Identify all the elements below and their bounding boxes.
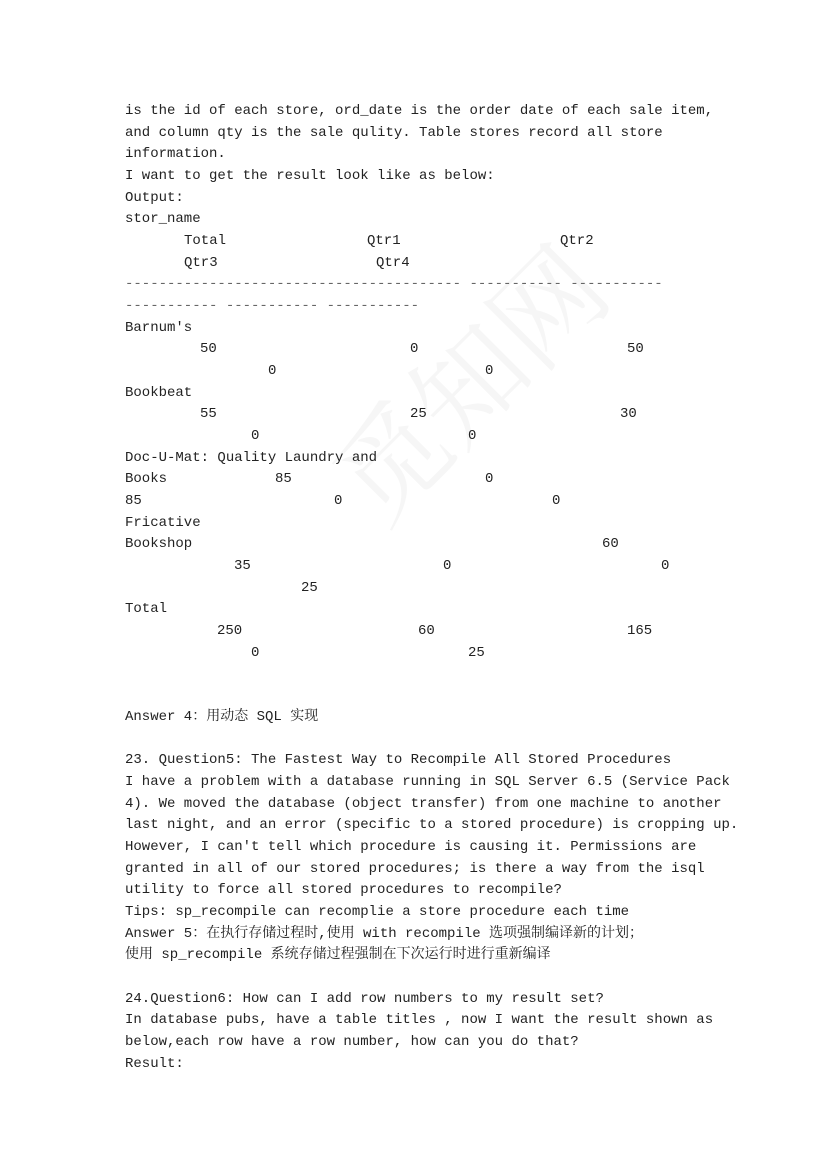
cell-total: 85 — [275, 471, 292, 487]
cell-qtr3: 0 — [661, 558, 670, 574]
table-row — [0, 534, 619, 555]
text: 4). We moved the database (object transfer) from one machine to another — [125, 796, 722, 812]
store-name: Fricative — [125, 515, 201, 531]
table-row — [0, 426, 477, 447]
cell-qtr1: 0 — [410, 341, 419, 357]
text: Result: — [125, 1056, 184, 1072]
table-row — [0, 643, 485, 664]
header-qtr1: Qtr1 — [367, 233, 401, 249]
text: granted in all of our stored procedures; is there a way from the isql — [125, 861, 705, 877]
table-row — [0, 578, 318, 599]
text: I want to get the result look like as below: — [125, 168, 495, 184]
store-name: Bookshop — [125, 536, 193, 552]
text: 23. Question5: The Fastest Way to Recompile All Stored Procedures — [125, 752, 672, 768]
text: Tips: sp_recompile can recomplie a store procedure each time — [125, 904, 630, 920]
text: 使用 sp_recompile 系统存储过程强制在下次运行时进行重新编译 — [125, 947, 551, 963]
header-qtr3: Qtr3 — [184, 255, 218, 271]
text: I have a problem with a database running in SQL Server 6.5 (Service Pack — [125, 774, 730, 790]
text: Answer 5：在执行存储过程时,使用 with recompile 选项强制编译新的计划； — [125, 926, 644, 942]
table-row — [0, 339, 644, 360]
store-name: Barnum's — [125, 320, 193, 336]
text: last night, and an error (specific to a stored procedure) is cropping up. — [125, 817, 739, 833]
text: is the id of each store, ord_date is the order date of each sale item, — [125, 103, 714, 119]
text: information. — [125, 146, 226, 162]
cell-qtr3: 0 — [268, 363, 277, 379]
cell-qtr2: 85 — [125, 493, 142, 509]
dash-line: ---------------------------------------- ----------- ----------- — [125, 276, 663, 292]
store-name: Books — [125, 471, 168, 487]
cell-total: 250 — [217, 623, 243, 639]
store-name: Total — [125, 601, 168, 617]
table-row — [0, 469, 494, 490]
text: Output: — [125, 190, 184, 206]
cell-qtr2: 0 — [443, 558, 452, 574]
header-total: Total — [184, 233, 227, 249]
cell-qtr1: 25 — [410, 406, 427, 422]
cell-qtr2: 165 — [627, 623, 653, 639]
cell-total: 50 — [200, 341, 217, 357]
cell-qtr3: 0 — [251, 645, 260, 661]
table-row — [0, 361, 494, 382]
table-row — [0, 621, 653, 642]
cell-total: 55 — [200, 406, 217, 422]
text: below,each row have a row number, how can you do that? — [125, 1034, 579, 1050]
cell-qtr4: 0 — [485, 363, 494, 379]
text: However, I can't tell which procedure is causing it. Permissions are — [125, 839, 697, 855]
cell-qtr1: 35 — [234, 558, 251, 574]
cell-qtr4: 25 — [468, 645, 485, 661]
table-header — [0, 231, 594, 252]
cell-qtr1: 60 — [418, 623, 435, 639]
table-row — [0, 491, 561, 512]
cell-qtr4: 0 — [552, 493, 561, 509]
table-row — [0, 556, 670, 577]
cell-qtr2: 30 — [620, 406, 637, 422]
cell-qtr4: 25 — [301, 580, 318, 596]
cell-qtr1: 0 — [485, 471, 494, 487]
cell-qtr4: 0 — [468, 428, 477, 444]
store-name: Bookbeat — [125, 385, 193, 401]
table-row — [0, 404, 637, 425]
cell-qtr2: 50 — [627, 341, 644, 357]
cell-total: 60 — [602, 536, 619, 552]
header-qtr2: Qtr2 — [560, 233, 594, 249]
text: 24.Question6: How can I add row numbers to my result set? — [125, 991, 604, 1007]
cell-qtr3: 0 — [251, 428, 260, 444]
answer-4: Answer 4：用动态 SQL 实现 — [125, 709, 319, 725]
text: utility to force all stored procedures to recompile? — [125, 882, 562, 898]
dash-line: ----------- ----------- ----------- — [125, 298, 420, 314]
cell-qtr3: 0 — [334, 493, 343, 509]
table-header — [0, 253, 410, 274]
header-stor-name: stor_name — [125, 211, 201, 227]
text: and column qty is the sale qulity. Table stores record all store — [125, 125, 663, 141]
watermark — [292, 206, 637, 551]
header-qtr4: Qtr4 — [376, 255, 410, 271]
text: In database pubs, have a table titles , now I want the result shown as — [125, 1012, 714, 1028]
store-name: Doc-U-Mat: Quality Laundry and — [125, 450, 378, 466]
